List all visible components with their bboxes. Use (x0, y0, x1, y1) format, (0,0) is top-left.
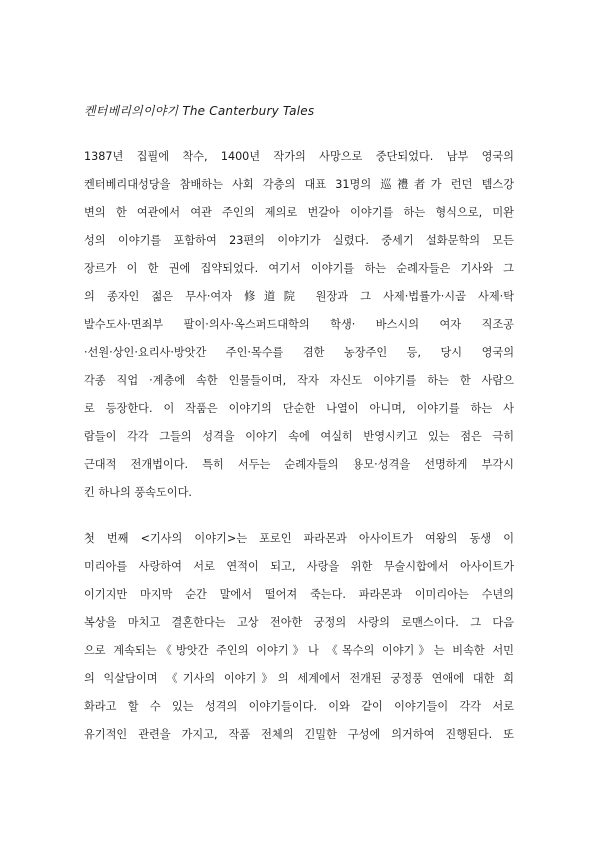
text-line: 유기적인 관련을 가지고, 작품 전체의 긴밀한 구성에 의거하여 진행된다. 또 (84, 728, 514, 741)
text-line: 켄터베리대성당을 참배하는 사회 각층의 대표 31명의 巡禮者가 런던 템스강 (84, 178, 514, 191)
text-line: 의 종자인 젊은 무사·여자 修道院 원장과 그 사제·법률가·시골 사제·탁 (84, 290, 514, 303)
paragraph-2 (84, 525, 514, 749)
text-line: 근대적 전개법이다. 특히 서두는 순례자들의 용모·성격을 선명하게 부각시 (84, 458, 514, 471)
document-title: 켄터베리의이야기 The Canterbury Tales (84, 104, 315, 118)
text-line: 발수도사·면죄부 팔이·의사·옥스퍼드대학의 학생· 바스시의 여자 직조공 (84, 318, 514, 331)
text-line: 람들이 각각 그들의 성격을 이야기 속에 여실히 반영시키고 있는 점은 극히 (84, 430, 514, 443)
text-line: 킨 하나의 풍속도이다. (84, 486, 192, 499)
text-line: 의 익살담이며 《기사의 이야기》의 세계에서 전개된 궁정풍 연애에 대한 희 (84, 672, 514, 685)
text-line: 복상을 마치고 결혼한다는 고상 전아한 궁정의 사랑의 로맨스이다. 그 다음 (84, 616, 514, 629)
text-line: 첫 번째 <기사의 이야기>는 포로인 파라몬과 아사이트가 여왕의 동생 이 (84, 532, 514, 545)
text-line: 이기지만 마지막 순간 말에서 떨어져 죽는다. 파라몬과 이미리아는 수년의 (84, 588, 514, 601)
text-line: 성의 이야기를 포함하여 23편의 이야기가 실렸다. 중세기 설화문학의 모든 (84, 234, 514, 247)
text-line: 으로 계속되는《방앗간 주인의 이야기》나 《목수의 이야기》는 비속한 서민 (84, 644, 514, 657)
text-line: 미리아를 사랑하여 서로 연적이 되고, 사랑을 위한 무술시합에서 아사이트가 (84, 560, 514, 573)
text-line: 1387년 집필에 착수, 1400년 작가의 사망으로 중단되었다. 남부 영국의 (84, 150, 514, 163)
text-line: 화라고 할 수 있는 성격의 이야기들이다. 이와 같이 이야기들이 각각 서로 (84, 700, 514, 713)
text-line: 변의 한 여관에서 여관 주인의 제의로 번갈아 이야기를 하는 형식으로, 미완 (84, 206, 514, 219)
text-line: ·선원·상인·요리사·방앗간 주인·목수를 겸한 농장주인 등, 당시 영국의 (84, 346, 514, 359)
text-line: 장르가 이 한 권에 집약되었다. 여기서 이야기를 하는 순례자들은 기사와 그 (84, 262, 514, 275)
paragraph-1 (84, 143, 514, 507)
text-line: 로 등장한다. 이 작품은 이야기의 단순한 나열이 아니며, 이야기를 하는 사 (84, 402, 514, 415)
text-line: 각종 직업 ·계층에 속한 인물들이며, 작자 자신도 이야기를 하는 한 사람으 (84, 374, 514, 387)
